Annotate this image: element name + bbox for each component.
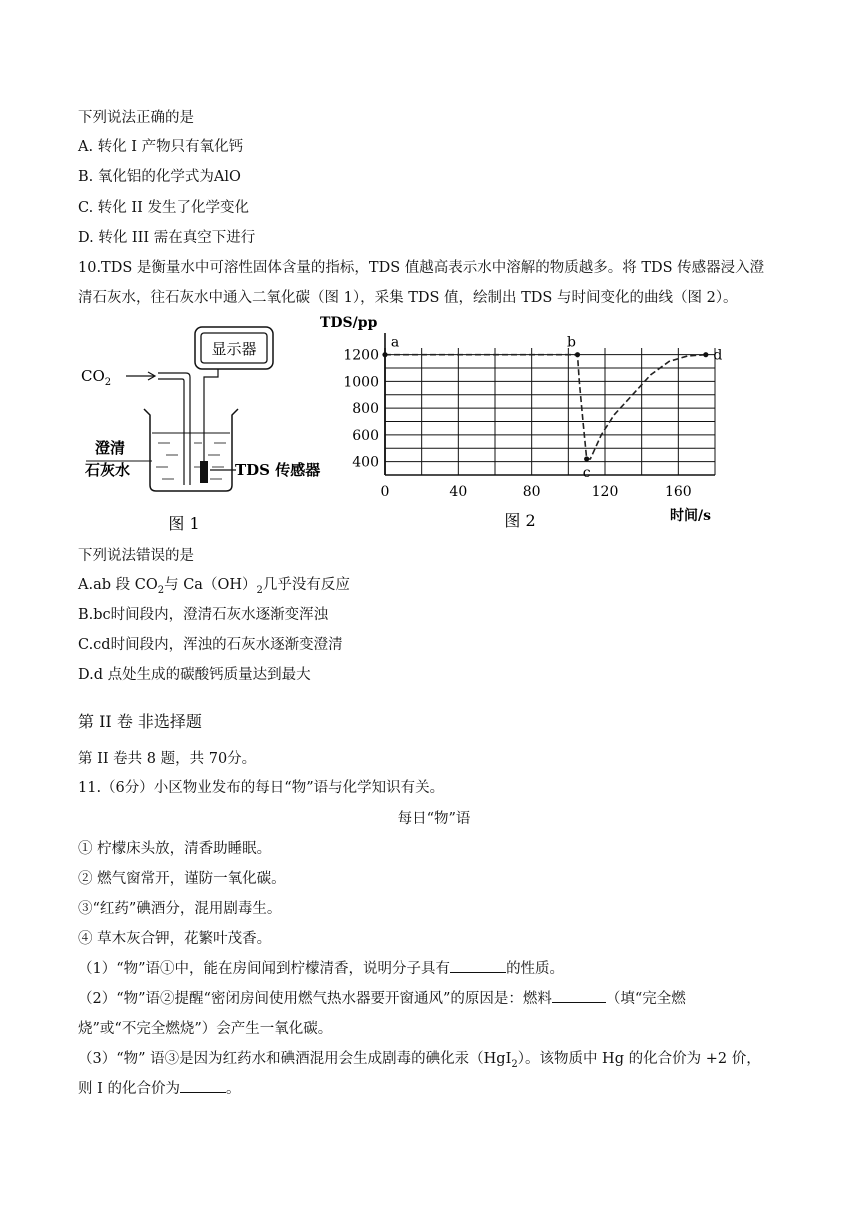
figure-1-caption: 图 1 [168, 514, 200, 533]
figure-2-caption: 图 2 [504, 511, 536, 530]
q10-option-b: B.bc时间段内，澄清石灰水逐渐变浑浊 [78, 607, 329, 623]
daily-words-title: 每日“物”语 [397, 811, 471, 827]
q9-question: 下列说法正确的是 [78, 110, 194, 126]
liquid-label-2: 石灰水 [85, 461, 131, 479]
chart-x-label: 时间/s [670, 508, 711, 524]
q11-sub3-line2: 则 I 的化合价为 。 [78, 1081, 241, 1097]
x-tick-label: 80 [522, 484, 541, 500]
q10-stem-line1: 10.TDS 是衡量水中可溶性固体含量的指标，TDS 值越高表示水中溶解的物质越多。将 TDS 传感器浸入澄 [78, 260, 765, 276]
co2-label: $CO_2$ [81, 367, 112, 388]
point-a [382, 352, 387, 357]
x-tick-label: 0 [380, 484, 390, 500]
liquid-label-1: 澄清 [95, 439, 126, 457]
y-tick-label: 1000 [343, 374, 379, 391]
q11-sub2-line2: 烧”或“不完全燃烧”）会产生一氧化碳。 [78, 1021, 333, 1037]
daily-word-3: ③“红药”碘酒分，混用剧毒生。 [78, 901, 282, 917]
tds-sensor-probe [200, 461, 208, 483]
q9-option-c: C. 转化 II 发生了化学变化 [78, 200, 249, 216]
part2-intro: 第 II 卷共 8 题，共 70分。 [78, 751, 257, 767]
figure-1-apparatus [78, 325, 338, 540]
point-b [575, 352, 580, 357]
gas-tube-outer [158, 373, 190, 485]
q9-option-b: B. 氧化铝的化学式为AlO [78, 169, 241, 185]
sensor-wire [204, 369, 218, 471]
x-tick-label: 40 [449, 484, 468, 500]
chart-y-label: TDS/pp [320, 315, 378, 331]
daily-word-1: ① 柠檬床头放，清香助睡眠。 [78, 841, 272, 857]
beaker [144, 409, 238, 491]
q10-option-d: D.d 点处生成的碳酸钙质量达到最大 [78, 667, 311, 683]
x-tick-label: 120 [591, 484, 619, 500]
q10-question: 下列说法错误的是 [78, 548, 194, 564]
point-label-b: b [567, 334, 576, 351]
sensor-label: TDS 传感器 [235, 461, 321, 479]
q11-sub3: （3）“物” 语③是因为红药水和碘酒混用会生成剧毒的碘化汞（HgI$_2$）。该物质中 Hg 的化合价为 +2 价， [78, 1051, 761, 1070]
answer-blank-3[interactable] [180, 1080, 226, 1093]
q11-sub2: （2）“物”语②提醒“密闭房间使用燃气热水器要开窗通风”的原因是：燃料 （填“完全燃 [78, 991, 686, 1007]
q10-option-c: C.cd时间段内，浑浊的石灰水逐渐变澄清 [78, 637, 343, 653]
q10-option-a: A.ab 段 $CO_2$与 $Ca(OH)_2$几乎没有反应 [78, 577, 350, 596]
y-tick-label: 1200 [343, 347, 379, 364]
q9-option-a: A. 转化 I 产物只有氧化钙 [78, 139, 244, 155]
q9-option-d: D. 转化 III 需在真空下进行 [78, 230, 256, 246]
display-label: 显示器 [211, 340, 257, 358]
x-tick-label: 160 [664, 484, 692, 500]
y-tick-label: 600 [352, 427, 379, 444]
answer-blank-2[interactable] [552, 990, 606, 1003]
y-tick-label: 400 [352, 454, 379, 471]
gas-tube-inner [158, 379, 184, 485]
point-c [584, 456, 589, 461]
liquid-marks [156, 443, 226, 479]
daily-word-4: ④ 草木灰合钾，花繁叶茂香。 [78, 931, 272, 947]
tds-curve [385, 355, 706, 459]
y-tick-label: 800 [352, 401, 379, 418]
q10-stem-line2: 清石灰水，往石灰水中通入二氧化碳（图 1），采集 TDS 值，绘制出 TDS 与时间变化的曲线（图 2）。 [78, 290, 738, 306]
part2-heading: 第 II 卷 非选择题 [78, 712, 202, 731]
chart-ticks [343, 348, 691, 500]
point-d [703, 352, 708, 357]
daily-word-2: ② 燃气窗常开，谨防一氧化碳。 [78, 871, 286, 887]
point-label-c: c [582, 464, 591, 481]
point-label-a: a [390, 334, 400, 351]
answer-blank-1[interactable] [450, 960, 506, 973]
q11-sub1: （1）“物”语①中，能在房间闻到柠檬清香，说明分子具有 的性质。 [78, 961, 565, 977]
point-label-d: d [713, 347, 723, 364]
q11-stem: 11.（6分）小区物业发布的每日“物”语与化学知识有关。 [78, 780, 445, 796]
figure-2-chart [320, 310, 760, 535]
